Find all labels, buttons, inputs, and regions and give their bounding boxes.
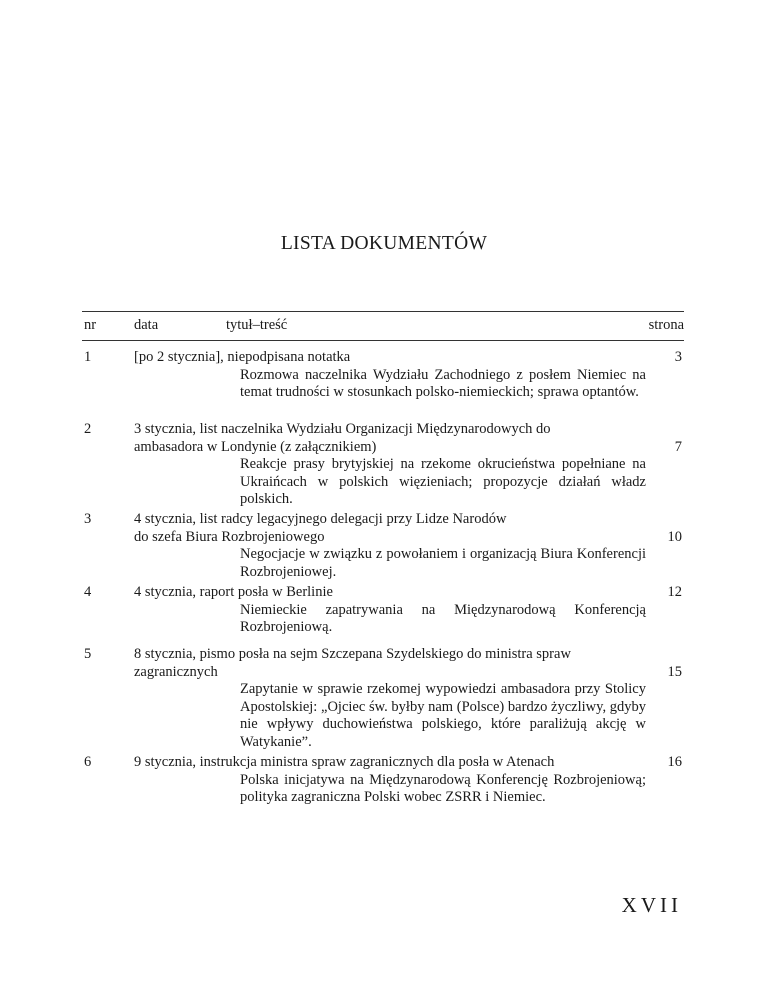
document-entry	[82, 511, 684, 581]
entry-page-number: 16	[667, 754, 682, 770]
entry-heading-line: 9 stycznia, instrukcja ministra spraw zagranicznych dla posła w Atenach	[134, 754, 555, 770]
entry-heading-continuation: zagranicznych	[134, 663, 218, 680]
entry-heading-line: [po 2 stycznia], niepodpisana notatka	[134, 349, 351, 365]
entry-page-number: 7	[674, 439, 682, 455]
document-entry	[82, 754, 684, 807]
entry-heading-continuation: do szefa Biura Rozbrojeniowego	[134, 528, 325, 545]
entry-summary: Reakcje prasy brytyjskiej na rzekome okrucieństwa popełniane na Ukraińcach w polskich więzieniach; propozycje działań władz polskich.	[240, 456, 646, 507]
entry-number: 5	[84, 646, 92, 662]
column-header-nr: nr	[84, 317, 97, 333]
column-header-tytul: tytuł–treść	[226, 317, 288, 333]
entry-heading-line: 4 stycznia, list radcy legacyjnego delegacji przy Lidze Narodów	[134, 511, 507, 527]
entry-summary: Zapytanie w sprawie rzekomej wypowiedzi ambasadora przy Stolicy Apostolskiej: „Ojciec św. byłby nam (Polsce) bardzo życzliwy, gdyby nie wpływy duchowieństwa polskiego, które paraliżują akcję w Watykanie”.	[240, 681, 646, 750]
entry-heading	[134, 511, 646, 529]
entry-heading	[134, 421, 646, 439]
entry-summary: Polska inicjatywa na Międzynarodową Konferencję Rozbrojeniową; polityka zagraniczna Polski wobec ZSRR i Niemiec.	[240, 771, 646, 805]
column-header-data: data	[134, 317, 159, 333]
entry-summary: Rozmowa naczelnika Wydziału Zachodniego z posłem Niemiec na temat trudności w stosunkach polsko-niemieckich; sprawa optantów.	[240, 366, 646, 400]
page-title: LISTA DOKUMENTÓW	[280, 233, 488, 254]
entry-heading-continuation: ambasadora w Londynie (z załącznikiem)	[134, 438, 377, 455]
document-entry	[82, 584, 684, 637]
entry-page-number: 3	[674, 349, 682, 365]
entry-heading-line: 8 stycznia, pismo posła na sejm Szczepana Szydelskiego do ministra spraw	[134, 646, 571, 662]
entry-number: 2	[84, 421, 92, 437]
entry-number: 6	[84, 754, 92, 770]
entry-heading	[134, 584, 646, 602]
header-bottom-rule	[82, 340, 684, 341]
entry-summary: Niemieckie zapatrywania na Międzynarodową Konferencją Rozbrojeniową.	[240, 601, 646, 635]
entry-page-number: 12	[667, 584, 682, 600]
entry-page-number: 10	[667, 529, 682, 545]
page-folio: XVII	[621, 893, 682, 917]
entry-heading	[134, 349, 646, 367]
entry-page-number: 15	[667, 664, 682, 680]
header-top-rule	[82, 311, 684, 312]
column-header-strona: strona	[648, 317, 684, 333]
document-entry	[82, 646, 684, 751]
document-entry	[82, 349, 684, 402]
entry-number: 4	[84, 584, 92, 600]
entry-number: 1	[84, 349, 92, 365]
entry-heading	[134, 754, 646, 772]
entry-heading-line: 3 stycznia, list naczelnika Wydziału Organizacji Międzynarodowych do	[134, 421, 551, 437]
entry-summary: Negocjacje w związku z powołaniem i organizacją Biura Konferencji Rozbrojeniowej.	[240, 546, 646, 580]
entry-heading	[134, 646, 684, 664]
document-entry	[82, 421, 684, 509]
entry-heading-line: 4 stycznia, raport posła w Berlinie	[134, 584, 333, 600]
entry-number: 3	[84, 511, 92, 527]
